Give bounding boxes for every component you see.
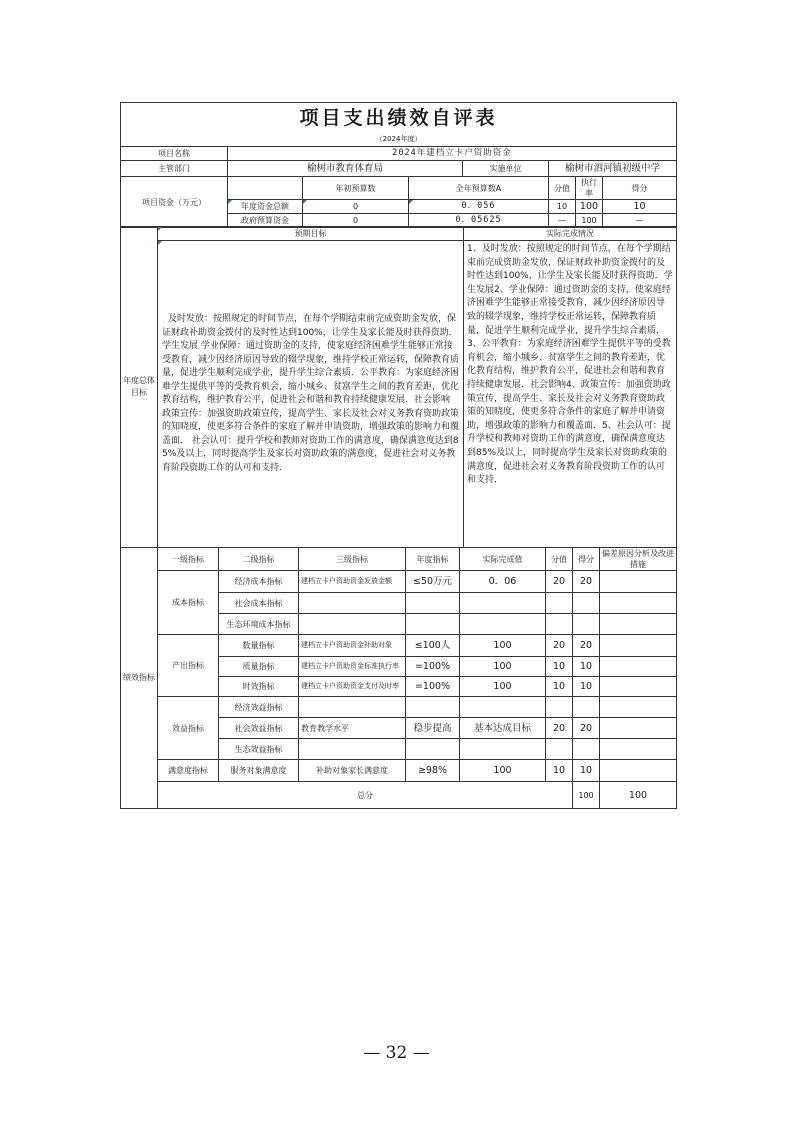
output-time-target: =100%	[406, 677, 460, 697]
output-qty-points: 20	[573, 635, 600, 657]
header-score: 分值	[546, 548, 573, 571]
satisfaction-score: 10	[546, 760, 573, 782]
cost-eco-l2: 生态环境成本指标	[219, 614, 299, 635]
satisfaction-l2: 服务对象满意度	[219, 760, 299, 782]
header-l2: 二级指标	[219, 548, 299, 571]
goals-label: 年度总体目标	[121, 227, 158, 548]
output-qual-points: 10	[573, 657, 600, 677]
funds-row-annual: 0．05625	[409, 214, 549, 228]
satisfaction-l3: 补助对象家长满意度	[299, 760, 406, 782]
cost-econ-actual: 0．06	[460, 571, 546, 593]
total-points: 100	[600, 782, 677, 809]
dept-label: 主管部门	[121, 161, 228, 177]
page-number: — 32 —	[363, 1043, 430, 1063]
dept-value: 榆树市教育体育局	[228, 161, 463, 177]
header-points: 得分	[573, 548, 600, 571]
actual-goal-text: 1、及时发放：按照规定的时间节点，在每个学期结束前完成资助金发放，保证财政补助资金拨付的及时性达到100%，让学生及家长能及时获得资助．学生发展2、学业保障：通过资助金的支持，使家庭经济困难学生能够正常接受教育，减少因经济原因导致的辍学现象，维持学校正常运转，保障教育质量，促进学生顺利完成学业，提升学生综合素质．3、公平教育：为家庭经济困难学生提供平等的受教育机会，缩小城乡、贫富学生之间的教育差距，优化教育结构，维护教育公平，促进社会和谐和教育持续健康发展．社会影响4、政策宣传：加强资助政策宣传，提高学生、家长及社会对义务教育资助政策的知晓度，使更多符合条件的家庭了解并申请资助，增强政策的影响力和覆盖面．5、社会认可：提升学校和教师对资助工作的满意度，确保满意度达到85%及以上，同时提高学生及家长对资助政策的满意度，促进社会对义务教育阶段资助工作的认可和支持．	[464, 241, 677, 548]
total-label: 总分	[158, 782, 573, 809]
output-qual-score: 10	[546, 657, 573, 677]
funds-header-rate: 执行率	[576, 177, 603, 200]
benefit-social-score: 20	[546, 718, 573, 739]
benefit-eco-l2: 生态效益指标	[219, 739, 299, 760]
project-name-label: 项目名称	[121, 147, 228, 161]
satisfaction-points: 10	[573, 760, 600, 782]
satisfaction-l1: 满意度指标	[158, 760, 219, 782]
expected-goal-text: 及时发放：按照规定的时间节点，在每个学期结束前完成资助金发放，保证财政补助资金拨付的及时性达到100%，让学生及家长能及时获得资助．学生发展 学业保障：通过资助金的支持，使家庭经济困难学生能够正常接受教育，减少因经济原因导致的辍学现象，维持学校正常运转，保障教育质量，促进学生顺利完成学业，提升学生综合素质．公平教育：为家庭经济困难学生提供平等的受教育机会，缩小城乡、贫富学生之间的教育差距，优化教育结构，维护教育公平，促进社会和谐和教育持续健康发展．社会影响 政策宣传：加强资助政策宣传，提高学生、家长及社会对义务教育资助政策的知晓度，使更多符合条件的家庭了解并申请资助，增强政策的影响力和覆盖面． 社会认可：提升学校和教师对资助工作的满意度，确保满意度达到85%及以上，同时提高学生及家长对资助政策的满意度，促进社会对义务教育阶段资助工作的认可和支持．	[158, 241, 464, 548]
evaluation-table	[120, 102, 677, 228]
form-title: 项目支出绩效自评表	[121, 103, 677, 134]
output-qty-l2: 数量指标	[219, 635, 299, 657]
header-l1: 一级指标	[158, 548, 219, 571]
output-qty-target: ≤100人	[406, 635, 460, 657]
output-qual-actual: 100	[460, 657, 546, 677]
funds-header-points: 得分	[603, 177, 677, 200]
output-time-score: 10	[546, 677, 573, 697]
cost-econ-score: 20	[546, 571, 573, 593]
benefit-social-actual: 基本达成目标	[460, 718, 546, 739]
output-qty-actual: 100	[460, 635, 546, 657]
output-l1: 产出指标	[158, 635, 219, 697]
satisfaction-target: ≥98%	[406, 760, 460, 782]
funds-row-initial: 0	[303, 214, 409, 228]
funds-header-score: 分值	[549, 177, 576, 200]
funds-row-initial: 0	[303, 200, 409, 214]
benefit-econ-l2: 经济效益指标	[219, 697, 299, 718]
output-time-points: 10	[573, 677, 600, 697]
funds-label: 项目资金（万元）	[121, 177, 228, 228]
benefit-social-target: 稳步提高	[406, 718, 460, 739]
total-score: 100	[573, 782, 600, 809]
output-time-l3: 建档立卡户资助资金支付及时率	[299, 677, 406, 697]
year-caption: （2024年度）	[121, 133, 677, 147]
actual-header: 实际完成情况	[464, 227, 677, 241]
output-qual-target: =100%	[406, 657, 460, 677]
indicators-label: 绩效指标	[121, 548, 158, 809]
funds-row-rate: 100	[576, 214, 603, 228]
satisfaction-actual: 100	[460, 760, 546, 782]
funds-row-score: —	[549, 214, 576, 228]
cost-econ-l2: 经济成本指标	[219, 571, 299, 593]
funds-header-initial: 年初预算数	[303, 177, 409, 200]
header-l3: 三级指标	[299, 548, 406, 571]
goals-table	[120, 226, 677, 548]
cost-l1: 成本指标	[158, 571, 219, 635]
output-time-l2: 时效指标	[219, 677, 299, 697]
output-qual-l3: 建档立卡户资助资金标准执行率	[299, 657, 406, 677]
header-actual: 实际完成值	[460, 548, 546, 571]
funds-row-points: —	[603, 214, 677, 228]
output-qty-score: 20	[546, 635, 573, 657]
output-time-actual: 100	[460, 677, 546, 697]
cost-econ-l3: 建档立卡户资助资金发放金额	[299, 571, 406, 593]
project-name-value: 2024年建档立卡户资助资金	[228, 147, 677, 161]
funds-row-name: 年度资金总额	[228, 200, 303, 214]
benefit-social-l2: 社会效益指标	[219, 718, 299, 739]
output-qty-l3: 建档立卡户资助资金补助对象	[299, 635, 406, 657]
funds-header-annual: 全年预算数A	[409, 177, 549, 200]
impl-unit-value: 榆树市泗河镇初级中学	[549, 161, 677, 177]
indicators-table	[120, 547, 677, 809]
output-qual-l2: 质量指标	[219, 657, 299, 677]
cost-econ-target: ≤50万元	[406, 571, 460, 593]
evaluation-sheet	[120, 102, 676, 809]
funds-row-name: 政府预算资金	[228, 214, 303, 228]
funds-row-annual: 0．056	[409, 200, 549, 214]
header-target: 年度指标	[406, 548, 460, 571]
benefit-l1: 效益指标	[158, 697, 219, 760]
impl-unit-label: 实施单位	[463, 161, 549, 177]
expected-header: 预期目标	[158, 227, 464, 241]
cost-social-l2: 社会成本指标	[219, 593, 299, 614]
funds-row-points: 10	[603, 200, 677, 214]
funds-row-score: 10	[549, 200, 576, 214]
benefit-social-l3: 教育教学水平	[299, 718, 406, 739]
funds-row-rate: 100	[576, 200, 603, 214]
cost-econ-points: 20	[573, 571, 600, 593]
benefit-social-points: 20	[573, 718, 600, 739]
header-note: 偏差原因分析及改进措施	[600, 548, 677, 571]
